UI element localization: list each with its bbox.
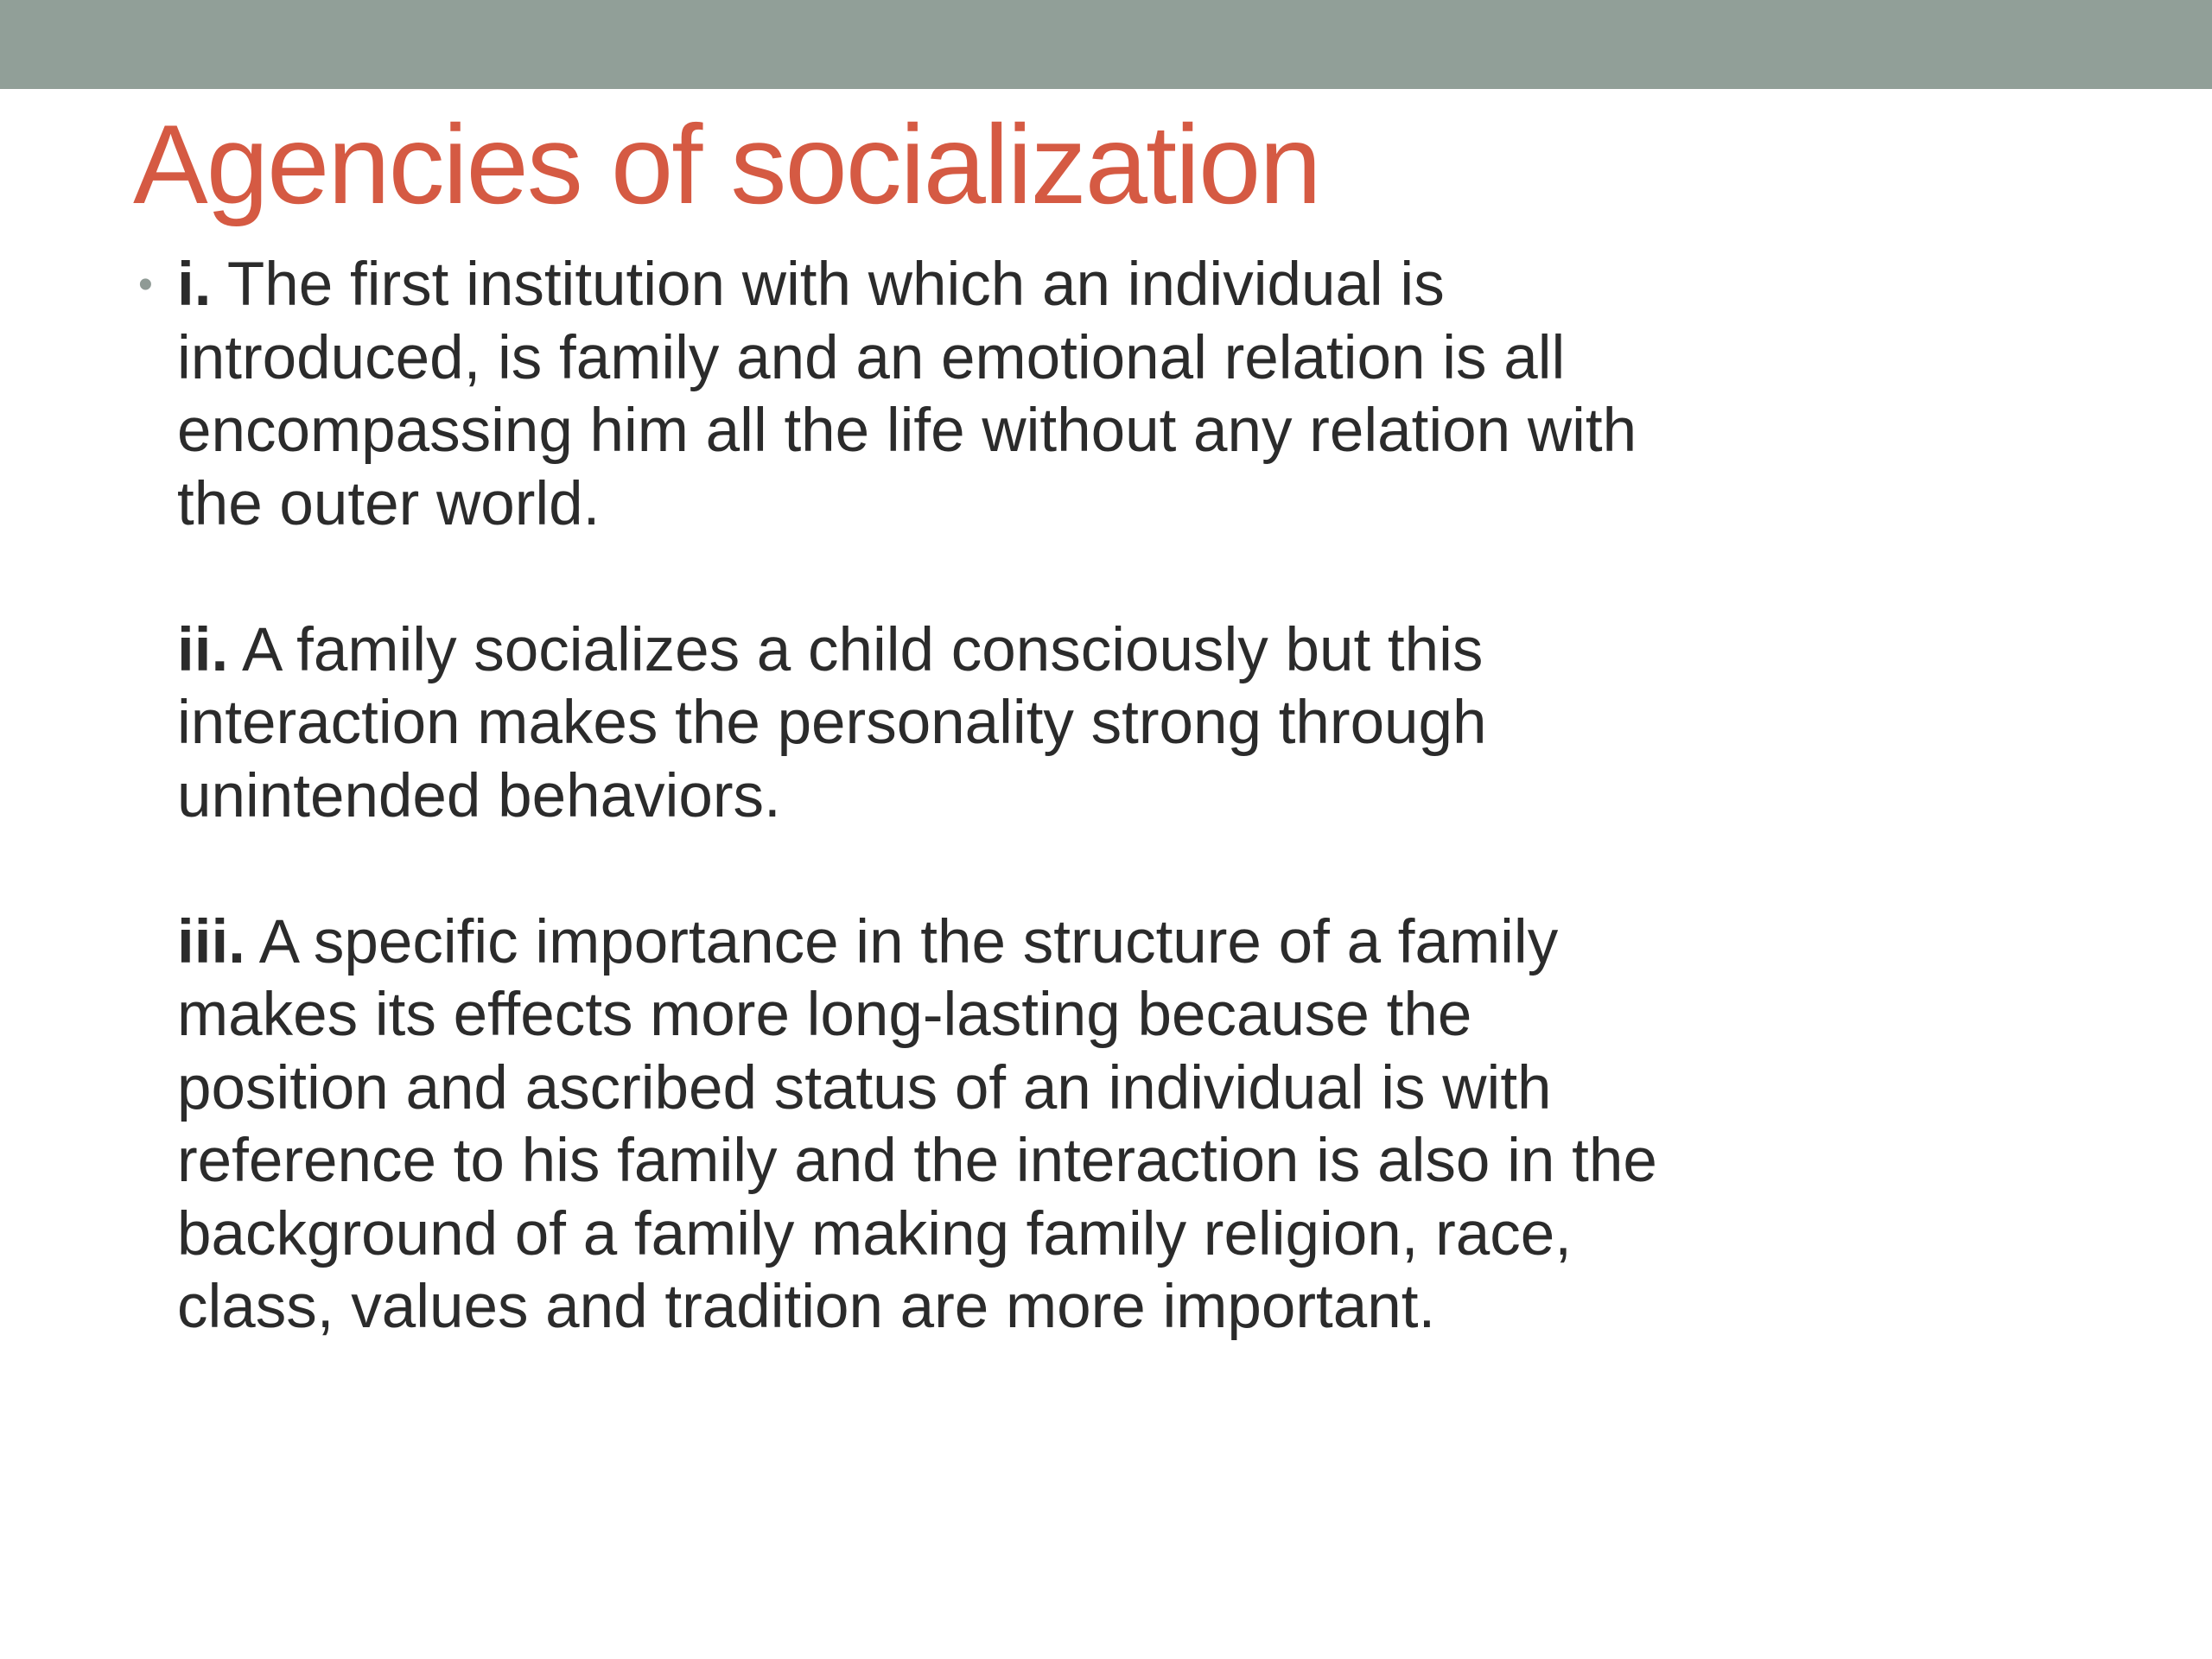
header-band xyxy=(0,0,2212,89)
slide-body xyxy=(138,249,1866,1344)
point-1 xyxy=(177,249,1866,541)
point-3-line-4: reference to his family and the interaction is also in the xyxy=(177,1127,1657,1195)
paragraph-gap xyxy=(138,541,1866,614)
paragraph-gap xyxy=(138,833,1866,906)
slide-title: Agencies of socialization xyxy=(133,101,1320,227)
point-2-line-2: interaction makes the personality strong through xyxy=(177,689,1487,757)
bullet-icon: • xyxy=(138,262,153,308)
point-3-line-1: A specific importance in the structure of a family xyxy=(258,907,1559,976)
point-2-line-1: A family socializes a child consciously but this xyxy=(242,615,1484,684)
point-1-line-4: the outer world. xyxy=(177,469,601,538)
point-2 xyxy=(177,614,1866,834)
point-2-line-3: unintended behaviors. xyxy=(177,761,781,830)
point-3-line-3: position and ascribed status of an individual is with xyxy=(177,1053,1552,1122)
point-1-line-1: The first institution with which an individual is xyxy=(226,251,1445,319)
point-1-line-2: introduced, is family and an emotional relation is all xyxy=(177,323,1566,392)
point-3-line-5: background of a family making family religion, race, xyxy=(177,1199,1573,1268)
point-3-number: iii. xyxy=(177,907,245,976)
point-3 xyxy=(177,906,1866,1344)
point-1-line-3: encompassing him all the life without any relation with xyxy=(177,397,1637,465)
point-1-number: i. xyxy=(177,251,212,319)
point-3-line-2: makes its effects more long-lasting because the xyxy=(177,981,1472,1049)
point-3-line-6: class, values and tradition are more important. xyxy=(177,1273,1436,1341)
point-2-number: ii. xyxy=(177,615,229,684)
